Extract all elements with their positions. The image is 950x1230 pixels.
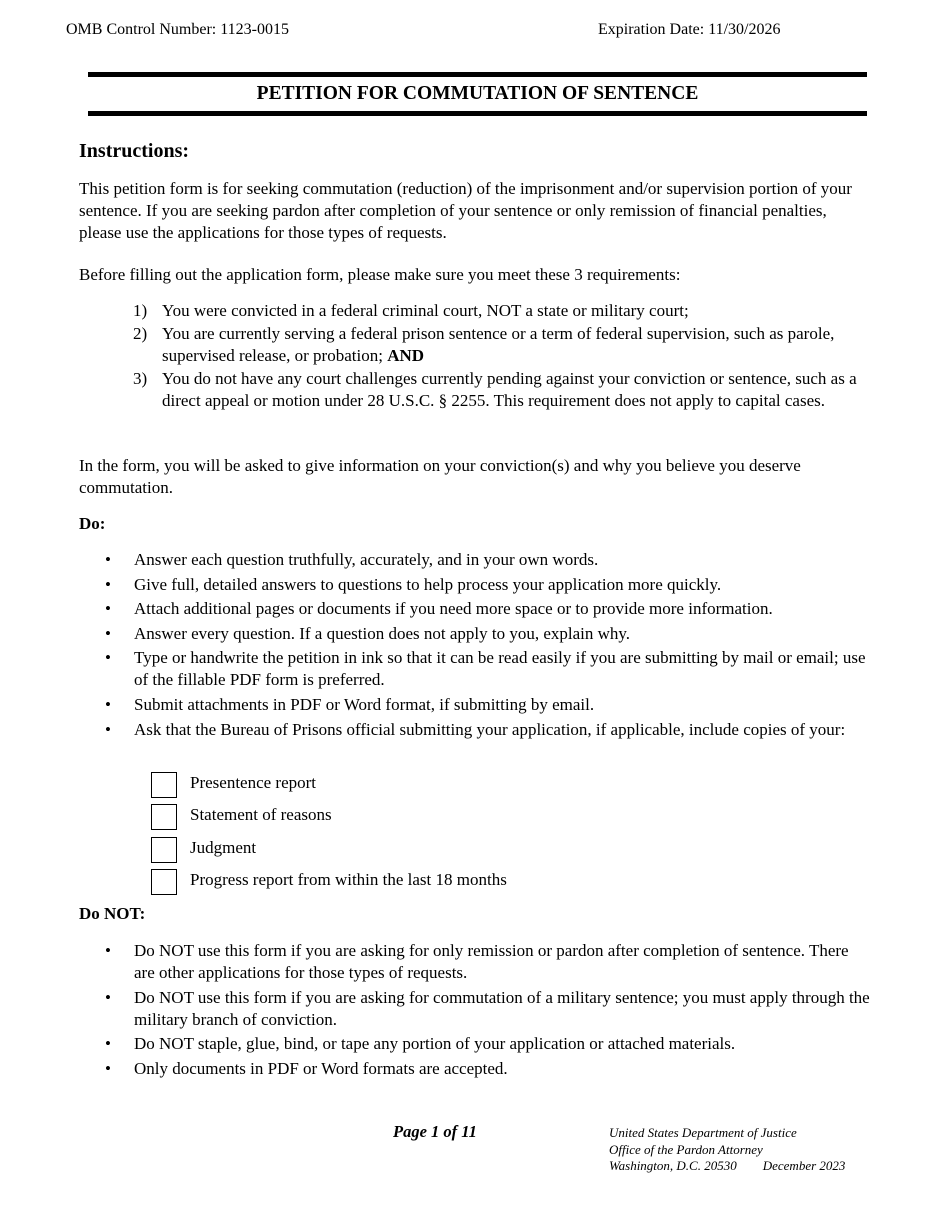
do-item-text: Type or handwrite the petition in ink so that it can be read easily if you are submitting by mail or email; use of the fillable PDF form is preferred. [134, 648, 866, 690]
bullet-icon: • [105, 623, 111, 643]
bullet-icon: • [105, 1058, 111, 1078]
department-name: United States Department of Justice [609, 1125, 797, 1140]
do-item-text: Give full, detailed answers to questions to help process your application more quickly. [134, 574, 722, 594]
do-item-text: Attach additional pages or documents if you need more space or to provide more information. [134, 599, 773, 619]
bullet-icon: • [105, 574, 111, 594]
requirements-list [130, 300, 870, 413]
requirements-intro: Before filling out the application form, please make sure you meet these 3 requirements: [79, 265, 681, 284]
requirement-number: 1) [133, 301, 148, 320]
do-not-item-text: Do NOT use this form if you are asking for only remission or pardon after completion of sentence. There are other applications for those types of requests. [134, 941, 849, 982]
do-item [105, 549, 870, 571]
do-not-item [105, 940, 870, 984]
requirement-number: 2) [133, 324, 148, 343]
intro-paragraph: This petition form is for seeking commutation (reduction) of the imprisonment and/or supervision portion of your sentence. If you are seeking pardon after completion of your sentence or only remission of financial penalties, please use the applications for those types of requests. [79, 179, 852, 242]
requirement-number: 3) [133, 369, 148, 388]
bullet-icon: • [105, 1034, 111, 1054]
requirement-text: You were convicted in a federal criminal court, NOT a state or military court; [162, 301, 689, 320]
do-item-text: Answer each question truthfully, accurately, and in your own words. [134, 550, 599, 569]
requirement-item [130, 300, 870, 322]
revision-date: December 2023 [762, 1158, 846, 1173]
bullet-icon: • [105, 550, 111, 569]
page-number: Page 1 of 11 [393, 1122, 477, 1141]
do-item [105, 623, 870, 645]
do-not-item-text: Only documents in PDF or Word formats are accepted. [134, 1058, 508, 1078]
checkbox-label: Presentence report [190, 773, 317, 792]
do-not-label: Do NOT: [79, 904, 146, 923]
do-not-item [105, 1058, 870, 1080]
bullet-icon: • [105, 599, 111, 619]
do-item [105, 694, 870, 716]
office-name: Office of the Pardon Attorney [609, 1141, 763, 1157]
address-text: Washington, D.C. 20530 [609, 1158, 737, 1173]
progress-report-checkbox[interactable] [151, 869, 177, 895]
do-not-item [105, 1033, 870, 1055]
bullet-icon: • [105, 987, 111, 1007]
bullet-icon: • [105, 941, 111, 960]
statement-of-reasons-checkbox[interactable] [151, 804, 177, 830]
expiration-date: Expiration Date: 11/30/2026 [598, 21, 781, 38]
requirement-text: You are currently serving a federal prison sentence or a term of federal supervision, such as parole, supervised release, or probation; [162, 324, 835, 365]
do-not-item-text: Do NOT staple, glue, bind, or tape any portion of your application or attached materials. [134, 1034, 736, 1054]
omb-control-number: OMB Control Number: 1123-0015 [66, 21, 289, 38]
form-title: PETITION FOR COMMUTATION OF SENTENCE [88, 72, 867, 116]
do-item-text: Answer every question. If a question does not apply to you, explain why. [134, 623, 631, 643]
do-item [105, 598, 870, 620]
checkbox-label: Judgment [190, 838, 257, 857]
address-line [609, 1158, 845, 1175]
do-item [105, 574, 870, 596]
bullet-icon: • [105, 648, 111, 668]
requirement-item [130, 368, 870, 412]
requirement-text: You do not have any court challenges currently pending against your conviction or sentence, such as a direct appeal or motion under 28 U.S.C. § 2255. This requirement does not apply to capital cases. [162, 369, 857, 410]
checkbox-label: Statement of reasons [190, 805, 332, 824]
bullet-icon: • [105, 719, 111, 739]
do-item-text: Submit attachments in PDF or Word format, if submitting by email. [134, 694, 595, 714]
do-not-list [105, 940, 870, 1082]
do-label: Do: [79, 514, 106, 533]
do-item [105, 719, 870, 741]
judgment-checkbox[interactable] [151, 837, 177, 863]
department-block [609, 1125, 845, 1175]
do-item [105, 647, 870, 691]
form-info-paragraph: In the form, you will be asked to give information on your conviction(s) and why you believe you deserve commutation. [79, 456, 801, 497]
requirement-and: AND [387, 346, 425, 365]
bullet-icon: • [105, 694, 111, 714]
instructions-heading: Instructions: [79, 140, 190, 162]
checkbox-label: Progress report from within the last 18 months [190, 870, 507, 889]
presentence-report-checkbox[interactable] [151, 772, 177, 798]
requirement-item [130, 323, 870, 367]
do-item-text: Ask that the Bureau of Prisons official submitting your application, if applicable, include copies of your: [134, 719, 846, 739]
do-list [105, 549, 870, 743]
do-not-item [105, 987, 870, 1031]
do-not-item-text: Do NOT use this form if you are asking for commutation of a military sentence; you must apply through the military branch of conviction. [134, 987, 870, 1029]
